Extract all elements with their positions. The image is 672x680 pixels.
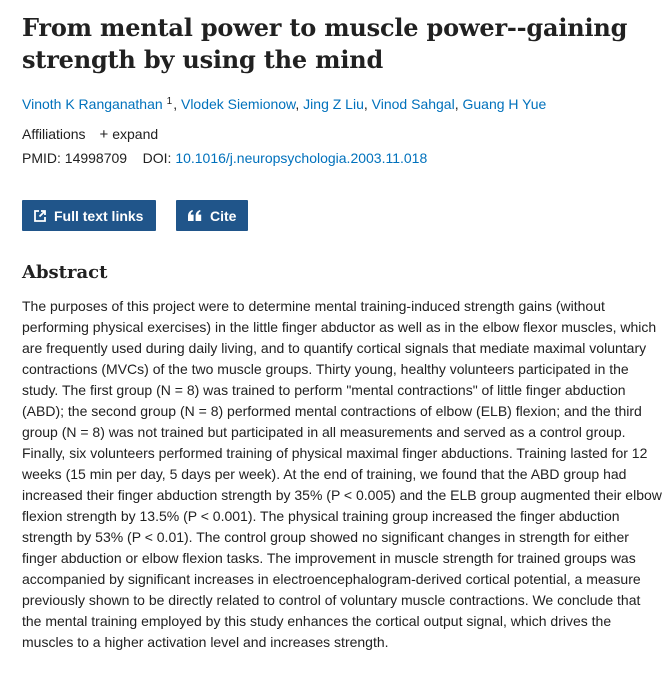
author-link[interactable]: Vlodek Siemionow [180, 96, 296, 112]
doi-link[interactable]: 10.1016/j.neuropsychologia.2003.11.018 [175, 150, 428, 166]
full-text-links-label: Full text links [54, 207, 144, 224]
cite-label: Cite [210, 207, 237, 224]
identifiers-row [22, 148, 427, 168]
doi-label: DOI: [142, 150, 172, 166]
external-link-icon [34, 210, 46, 222]
full-text-links-button[interactable] [22, 200, 156, 231]
author-link[interactable]: Guang H Yue [462, 96, 547, 112]
author-link[interactable]: Vinoth K Ranganathan [22, 96, 163, 112]
abstract-heading: Abstract [22, 262, 108, 283]
article-title: From mental power to muscle power--gaining strength by using the mind [22, 13, 628, 74]
affiliations-row [22, 124, 158, 145]
expand-label: expand [112, 126, 159, 142]
pmid-value: 14998709 [64, 150, 128, 166]
author-list [22, 92, 546, 114]
plus-icon: + [99, 126, 109, 143]
pmid-label: PMID: [22, 150, 61, 166]
expand-affiliations-button[interactable] [99, 126, 158, 142]
quote-icon [188, 210, 202, 221]
affiliations-label: Affiliations [22, 126, 86, 142]
author-separator: , [454, 96, 463, 112]
author-link[interactable]: Vinod Sahgal [371, 96, 455, 112]
author-separator: , [295, 96, 304, 112]
cite-button[interactable] [176, 200, 248, 231]
abstract-text: The purposes of this project were to determine mental training-induced strength gains (without performing physical exercises) in the little finger abductor as well as in the elbow flexor muscles, which are frequently used during daily living, and to quantify cortical signals that mediate maximal voluntary contractions (MVCs) of the two muscle groups. Thirty young, healthy volunteers participated in the study. The first group (N = 8) was trained to perform "mental contractions" of little finger abduction (ABD); the second group (N = 8) performed mental contractions of elbow (ELB) flexion; and the third group (N = 8) was not trained but participated in all measurements and served as a control group. Finally, six volunteers performed training of physical maximal finger abductions. Training lasted for 12 weeks (15 min per day, 5 days per week). At the end of training, we found that the ABD group had increased their finger abduction strength by 35% (P < 0.005) and the ELB group augmented their elbow flexion strength by 13.5% (P < 0.001). The physical training group increased the finger abduction strength by 53% (P < 0.01). The control group showed no significant changes in strength for either finger abduction or elbow flexion tasks. The improvement in muscle strength for trained groups was accompanied by significant increases in electroencephalogram-derived cortical potential, a measure previously shown to be directly related to control of voluntary muscle contractions. We conclude that the mental training employed by this study enhances the cortical output signal, which drives the muscles to a higher activation level and increases strength. [22, 298, 662, 650]
author-separator: , [363, 96, 372, 112]
author-separator: , [173, 96, 181, 112]
affiliation-number[interactable]: 1 [166, 96, 173, 107]
author-link[interactable]: Jing Z Liu [303, 96, 364, 112]
